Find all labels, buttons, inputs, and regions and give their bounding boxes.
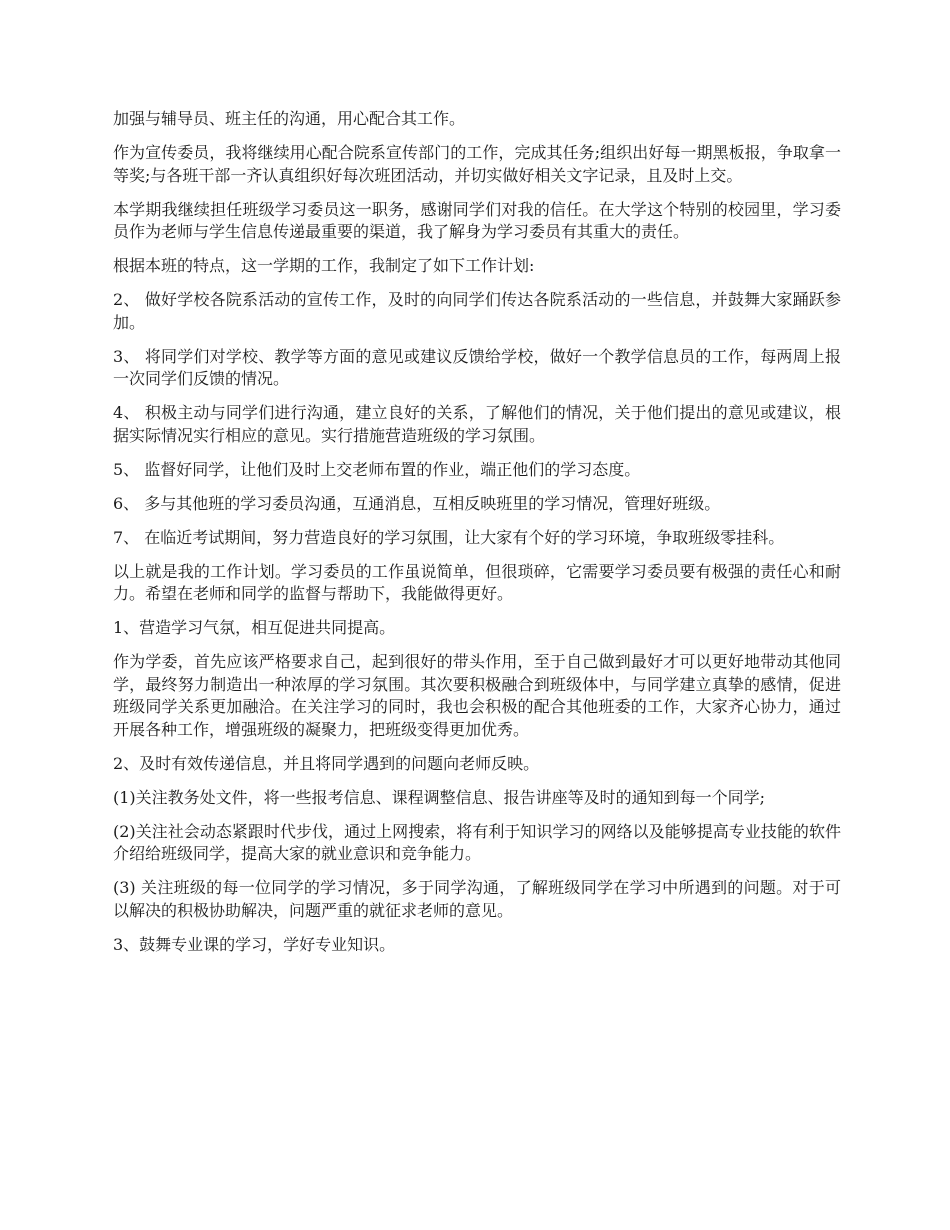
document-body (113, 108, 841, 968)
paragraph-12: 1、营造学习气氛，相互促进共同提高。 (113, 618, 396, 637)
paragraph-17: (3) 关注班级的每一位同学的学习情况，多于同学沟通，了解班级同学在学习中所遇到的问题。对于可以解决的积极协助解决，问题严重的就征求老师的意见。 (113, 878, 841, 920)
paragraph-9: 6、 多与其他班的学习委员沟通，互通消息，互相反映班里的学习情况，管理好班级。 (113, 493, 721, 513)
paragraph-2: 作为宣传委员，我将继续用心配合院系宣传部门的工作，完成其任务;组织出好每一期黑板报，争取拿一等奖;与各班干部一齐认真组织好每次班团活动，并切实做好相关文字记录，且及时上交。 (113, 143, 841, 185)
paragraph-5: 2、 做好学校各院系活动的宣传工作，及时的向同学们传达各院系活动的一些信息，并鼓舞大家踊跃参加。 (113, 290, 841, 332)
paragraph-6: 3、 将同学们对学校、教学等方面的意见或建议反馈给学校，做好一个教学信息员的工作，每两周上报一次同学们反馈的情况。 (113, 346, 841, 388)
paragraph-4: 根据本班的特点，这一学期的工作，我制定了如下工作计划: (113, 256, 535, 275)
paragraph-7: 4、 积极主动与同学们进行沟通，建立良好的关系，了解他们的情况，关于他们提出的意见或建议，根据实际情况实行相应的意见。实行措施营造班级的学习氛围。 (113, 403, 841, 445)
paragraph-3: 本学期我继续担任班级学习委员这一职务，感谢同学们对我的信任。在大学这个特别的校园里，学习委员作为老师与学生信息传递最重要的渠道，我了解身为学习委员有其重大的责任。 (113, 199, 841, 241)
paragraph-14: 2、及时有效传递信息，并且将同学遇到的问题向老师反映。 (113, 753, 540, 773)
paragraph-15: (1)关注教务处文件，将一些报考信息、课程调整信息、报告讲座等及时的通知到每一个同学; (113, 787, 766, 807)
paragraph-8: 5、 监督好同学，让他们及时上交老师布置的作业，端正他们的学习态度。 (113, 459, 641, 479)
paragraph-11: 以上就是我的工作计划。学习委员的工作虽说简单，但很琐碎，它需要学习委员要有极强的责任心和耐力。希望在老师和同学的监督与帮助下，我能做得更好。 (113, 561, 841, 603)
paragraph-10: 7、 在临近考试期间，努力营造良好的学习氛围，让大家有个好的学习环境，争取班级零挂科。 (113, 527, 785, 547)
paragraph-13: 作为学委，首先应该严格要求自己，起到很好的带头作用，至于自己做到最好才可以更好地带动其他同学，最终努力制造出一种浓厚的学习氛围。其次要积极融合到班级体中，与同学建立真挚的感情，促进班级同学关系更加融洽。在关注学习的同时，我也会积极的配合其他班委的工作，大家齐心协力，通过开展各种工作，增强班级的凝聚力，把班级变得更加优秀。 (113, 652, 841, 739)
paragraph-1: 加强与辅导员、班主任的沟通，用心配合其工作。 (113, 109, 466, 128)
paragraph-18: 3、鼓舞专业课的学习，学好专业知识。 (113, 934, 396, 954)
paragraph-16: (2)关注社会动态紧跟时代步伐，通过上网搜索，将有利于知识学习的网络以及能够提高专业技能的软件介绍给班级同学，提高大家的就业意识和竞争能力。 (113, 821, 841, 863)
